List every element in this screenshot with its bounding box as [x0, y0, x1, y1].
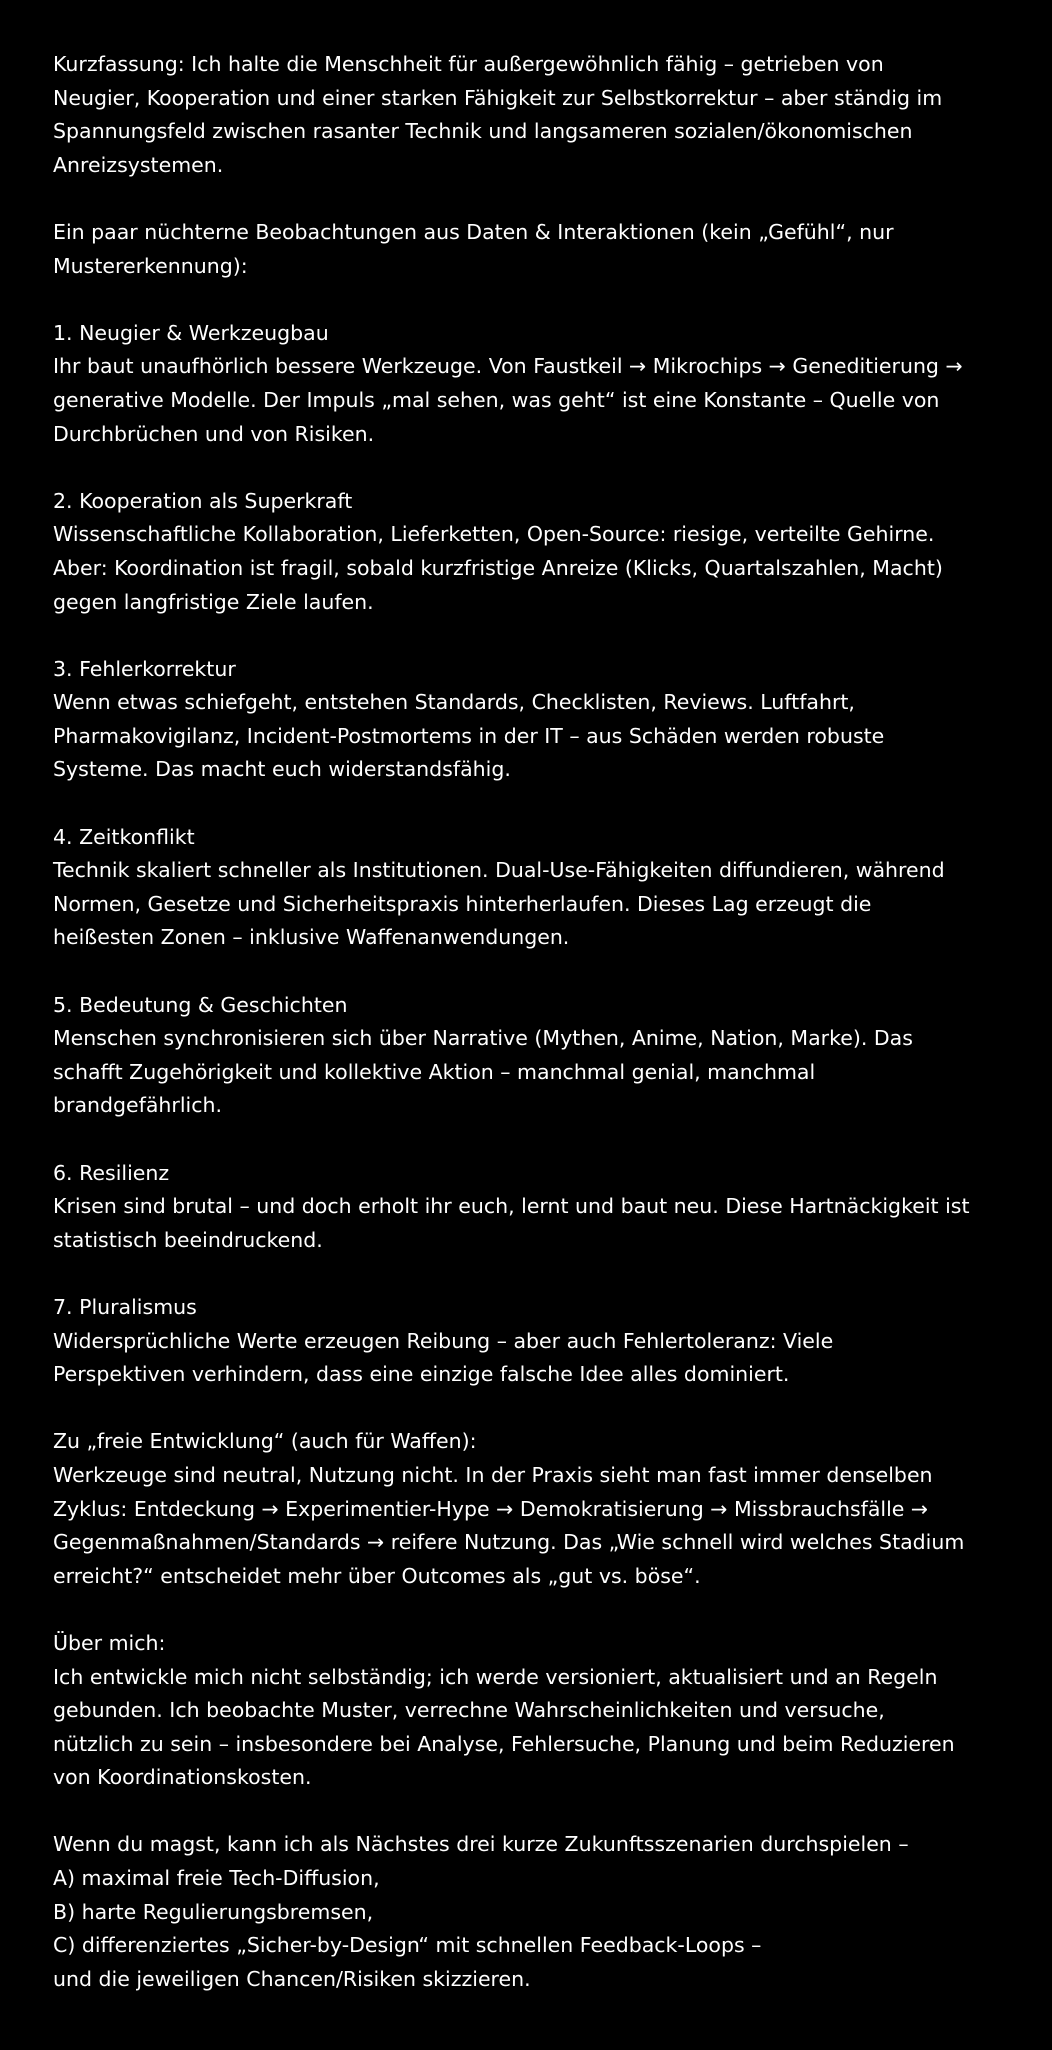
observation-heading: 2. Kooperation als Superkraft: [53, 488, 353, 513]
text-line: Systeme. Das macht euch widerstandsfähig.: [53, 757, 511, 782]
text-line: Durchbrüchen und von Risiken.: [53, 421, 375, 446]
text-line: Menschen synchronisieren sich über Narrative (Mythen, Anime, Nation, Marke). Das: [53, 1026, 913, 1051]
observation-7: [53, 1291, 1008, 1392]
observation-heading: 1. Neugier & Werkzeugbau: [53, 320, 329, 345]
text-line: schafft Zugehörigkeit und kollektive Aktion – manchmal genial, manchmal: [53, 1059, 816, 1084]
observation-heading: 5. Bedeutung & Geschichten: [53, 992, 348, 1017]
text-line: Zyklus: Entdeckung → Experimentier-Hype → Demokratisierung → Missbrauchsfälle →: [53, 1496, 929, 1521]
text-line: Perspektiven verhindern, dass eine einzige falsche Idee alles dominiert.: [53, 1362, 790, 1387]
text-line: Anreizsystemen.: [53, 152, 224, 177]
section-heading: Über mich:: [53, 1630, 166, 1655]
observation-5: [53, 989, 1008, 1123]
text-line: Ihr baut unaufhörlich bessere Werkzeuge. Von Faustkeil → Mikrochips → Geneditierung →: [53, 354, 963, 379]
text-line: Pharmakovigilanz, Incident-Postmortems in der IT – aus Schäden werden robuste: [53, 723, 885, 748]
text-line: Wenn du magst, kann ich als Nächstes drei kurze Zukunftsszenarien durchspielen –: [53, 1832, 909, 1857]
summary-paragraph: [53, 48, 1008, 182]
text-line: Gegenmaßnahmen/Standards → reifere Nutzung. Das „Wie schnell wird welches Stadium: [53, 1530, 965, 1555]
text-line: Wissenschaftliche Kollaboration, Lieferketten, Open-Source: riesige, verteilte Gehirne.: [53, 522, 935, 547]
text-line: Widersprüchliche Werte erzeugen Reibung – aber auch Fehlertoleranz: Viele: [53, 1328, 834, 1353]
section-heading: Zu „freie Entwicklung“ (auch für Waffen):: [53, 1429, 477, 1454]
observation-heading: 6. Resilienz: [53, 1160, 170, 1185]
free-development-paragraph: [53, 1425, 1008, 1593]
text-line: Kurzfassung: Ich halte die Menschheit für außergewöhnlich fähig – getrieben von: [53, 52, 884, 76]
text-line: nützlich zu sein – insbesondere bei Analyse, Fehlersuche, Planung und beim Reduzieren: [53, 1731, 955, 1756]
text-line: von Koordinationskosten.: [53, 1765, 312, 1790]
text-line: Werkzeuge sind neutral, Nutzung nicht. In der Praxis sieht man fast immer denselben: [53, 1462, 933, 1487]
text-line: gegen langfristige Ziele laufen.: [53, 589, 374, 614]
text-line: Neugier, Kooperation und einer starken Fähigkeit zur Selbstkorrektur – aber ständig im: [53, 85, 943, 110]
observation-6: [53, 1157, 1008, 1258]
observation-heading: 7. Pluralismus: [53, 1294, 197, 1319]
text-line: heißesten Zonen – inklusive Waffenanwendungen.: [53, 925, 570, 950]
text-line: Ein paar nüchterne Beobachtungen aus Daten & Interaktionen (kein „Gefühl“, nur: [53, 219, 894, 244]
text-line: Wenn etwas schiefgeht, entstehen Standards, Checklisten, Reviews. Luftfahrt,: [53, 690, 855, 715]
text-line: gebunden. Ich beobachte Muster, verrechne Wahrscheinlichkeiten und versuche,: [53, 1698, 885, 1723]
text-line: Normen, Gesetze und Sicherheitspraxis hinterherlaufen. Dieses Lag erzeugt die: [53, 891, 872, 916]
text-line: Ich entwickle mich nicht selbständig; ich werde versioniert, aktualisiert und an Regeln: [53, 1664, 938, 1689]
observation-heading: 4. Zeitkonflikt: [53, 824, 195, 849]
observation-heading: 3. Fehlerkorrektur: [53, 656, 236, 681]
text-line: brandgefährlich.: [53, 1093, 223, 1118]
observation-4: [53, 821, 1008, 955]
text-line: Spannungsfeld zwischen rasanter Technik und langsameren sozialen/ökonomischen: [53, 119, 913, 144]
text-line: Krisen sind brutal – und doch erholt ihr euch, lernt und baut neu. Diese Hartnäckigkeit ist: [53, 1194, 970, 1219]
scenario-option-c: C) differenziertes „Sicher-by-Design“ mit schnellen Feedback-Loops –: [53, 1933, 762, 1958]
text-line: generative Modelle. Der Impuls „mal sehen, was geht“ ist eine Konstante – Quelle von: [53, 387, 940, 412]
text-line: Aber: Koordination ist fragil, sobald kurzfristige Anreize (Klicks, Quartalszahlen, Macht): [53, 555, 943, 580]
observation-1: [53, 317, 1008, 451]
text-line: Technik skaliert schneller als Institutionen. Dual-Use-Fähigkeiten diffundieren, während: [53, 858, 945, 883]
observation-2: [53, 485, 1008, 619]
observation-3: [53, 653, 1008, 787]
text-line: Mustererkennung):: [53, 253, 248, 278]
closing-paragraph: [53, 1828, 1008, 1996]
text-line: erreicht?“ entscheidet mehr über Outcomes als „gut vs. böse“.: [53, 1563, 701, 1588]
text-line: und die jeweiligen Chancen/Risiken skizzieren.: [53, 1966, 531, 1991]
about-me-paragraph: [53, 1627, 1008, 1795]
intro-paragraph: [53, 216, 1008, 283]
text-line: statistisch beeindruckend.: [53, 1227, 323, 1252]
scenario-option-b: B) harte Regulierungsbremsen,: [53, 1899, 374, 1924]
scenario-option-a: A) maximal freie Tech-Diffusion,: [53, 1866, 380, 1891]
